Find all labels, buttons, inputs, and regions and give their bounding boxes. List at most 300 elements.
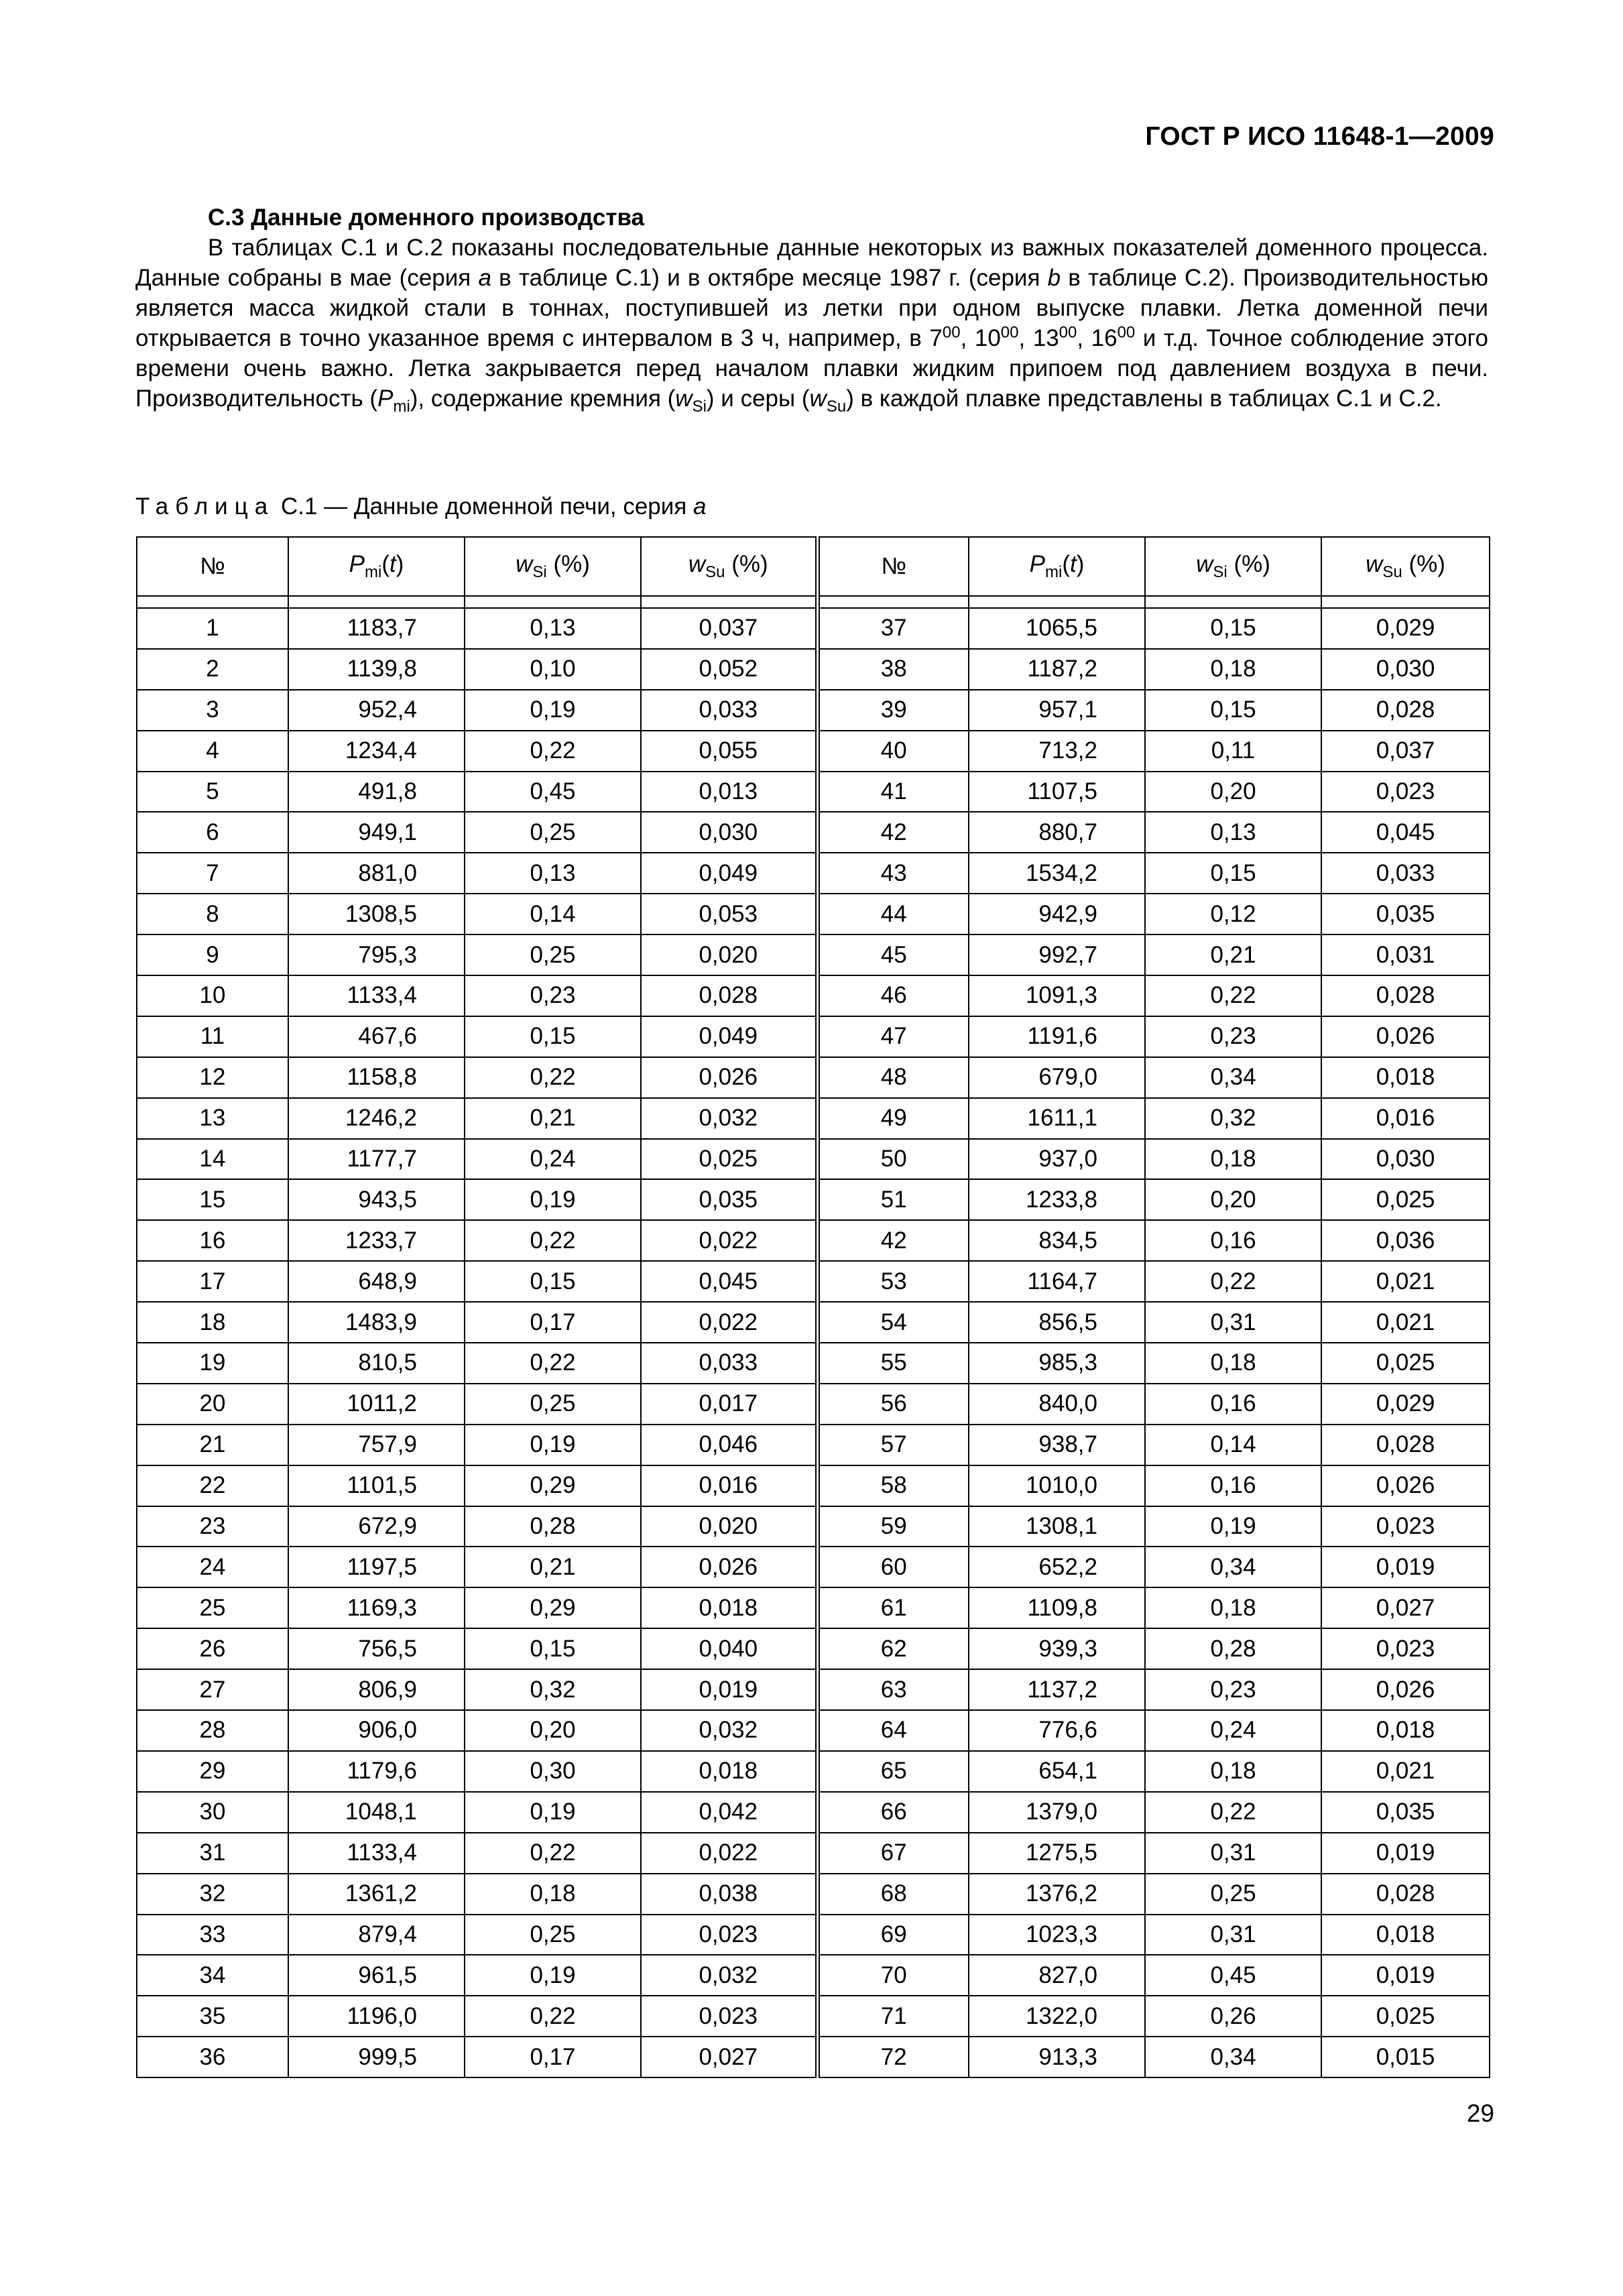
cell-sulfur: 0,042 [641,1792,817,1833]
header-symbol: P [1029,551,1045,577]
cell-sulfur: 0,030 [641,812,817,853]
cell-production: 1107,5 [969,772,1145,812]
header-symbol: P [349,551,365,577]
cell-sulfur: 0,021 [1321,1261,1490,1302]
cell-sulfur: 0,026 [1321,1669,1490,1710]
cell-production: 1010,0 [969,1465,1145,1506]
cell-num: 72 [817,2037,969,2077]
cell-production: 810,5 [288,1343,465,1384]
cell-production: 1534,2 [969,853,1145,894]
cell-production: 679,0 [969,1057,1145,1098]
table-row [137,1628,1490,1669]
cell-num: 71 [817,1996,969,2037]
cell-num: 70 [817,1955,969,1996]
cell-silicon: 0,19 [465,1792,641,1833]
cell-silicon: 0,34 [1145,1057,1321,1098]
cell-sulfur: 0,033 [641,1343,817,1384]
cell-production: 1233,7 [288,1220,465,1261]
cell-silicon: 0,13 [465,853,641,894]
cell-sulfur: 0,022 [641,1302,817,1343]
cell-silicon: 0,19 [465,690,641,731]
para-text: В таблицах С.1 и С.2 показаны последовательные данные некоторых из важных показателей доменного процесса. Данные собраны в мае (серия [135,235,1488,291]
blast-furnace-data-table [136,536,1490,2078]
cell-production: 1065,5 [969,608,1145,649]
cell-silicon: 0,23 [1145,1669,1321,1710]
cell-sulfur: 0,015 [1321,2037,1490,2077]
cell-silicon: 0,20 [1145,1179,1321,1220]
cell-production: 1376,2 [969,1874,1145,1915]
cell-production: 1091,3 [969,975,1145,1016]
cell-sulfur: 0,020 [641,1506,817,1547]
cell-production: 776,6 [969,1710,1145,1751]
header-symbol: w [516,551,533,577]
cell-sulfur: 0,023 [641,1915,817,1955]
cell-sulfur: 0,023 [1321,1506,1490,1547]
cell-sulfur: 0,045 [1321,812,1490,853]
header-symbol: w [688,551,706,577]
cell-production: 757,9 [288,1425,465,1465]
cell-production: 1191,6 [969,1016,1145,1057]
cell-num: 62 [817,1628,969,1669]
cell-sulfur: 0,025 [1321,1996,1490,2037]
cell-silicon: 0,16 [1145,1220,1321,1261]
spacer-cell [969,596,1145,608]
cell-sulfur: 0,016 [641,1465,817,1506]
cell-production: 1361,2 [288,1874,465,1915]
table-row [137,1139,1490,1180]
cell-silicon: 0,31 [1145,1302,1321,1343]
cell-silicon: 0,22 [465,1220,641,1261]
cell-num: 22 [137,1465,288,1506]
cell-silicon: 0,29 [465,1465,641,1506]
cell-production: 881,0 [288,853,465,894]
cell-sulfur: 0,029 [1321,608,1490,649]
cell-production: 1183,7 [288,608,465,649]
cell-silicon: 0,20 [465,1710,641,1751]
cell-silicon: 0,11 [1145,731,1321,772]
cell-sulfur: 0,025 [1321,1179,1490,1220]
cell-sulfur: 0,036 [1321,1220,1490,1261]
cell-sulfur: 0,019 [1321,1955,1490,1996]
cell-production: 1133,4 [288,975,465,1016]
table-row [137,1751,1490,1792]
header-symbol: w [1366,551,1383,577]
cell-num: 53 [817,1261,969,1302]
cell-silicon: 0,15 [1145,690,1321,731]
cell-silicon: 0,19 [465,1179,641,1220]
cell-num: 44 [817,894,969,934]
superscript: 00 [942,323,961,342]
cell-silicon: 0,22 [465,1996,641,2037]
cell-production: 985,3 [969,1343,1145,1384]
cell-num: 7 [137,853,288,894]
cell-sulfur: 0,019 [641,1669,817,1710]
cell-num: 29 [137,1751,288,1792]
spacer-cell [465,596,641,608]
cell-sulfur: 0,046 [641,1425,817,1465]
cell-num: 4 [137,731,288,772]
caption-label: Таблица [135,493,275,520]
cell-production: 1197,5 [288,1547,465,1587]
cell-silicon: 0,12 [1145,894,1321,934]
cell-production: 1139,8 [288,649,465,690]
cell-num: 67 [817,1833,969,1874]
cell-num: 19 [137,1343,288,1384]
cell-sulfur: 0,017 [641,1384,817,1425]
table-row [137,608,1490,649]
cell-production: 1011,2 [288,1384,465,1425]
cell-sulfur: 0,022 [641,1833,817,1874]
cell-production: 992,7 [969,934,1145,975]
cell-silicon: 0,21 [1145,934,1321,975]
cell-production: 1169,3 [288,1587,465,1628]
header-silicon [465,537,641,596]
subscript: Si [692,398,707,416]
symbol-w: w [675,385,693,412]
series-b-symbol: b [1047,265,1061,291]
header-num: № [137,537,288,596]
cell-num: 45 [817,934,969,975]
cell-sulfur: 0,028 [641,975,817,1016]
cell-num: 33 [137,1915,288,1955]
cell-num: 56 [817,1384,969,1425]
header-paren: ) [396,551,404,577]
cell-silicon: 0,25 [465,812,641,853]
cell-sulfur: 0,035 [1321,894,1490,934]
cell-sulfur: 0,023 [1321,772,1490,812]
cell-sulfur: 0,018 [1321,1057,1490,1098]
cell-silicon: 0,22 [465,731,641,772]
cell-sulfur: 0,027 [641,2037,817,2077]
table-row [137,772,1490,812]
cell-production: 879,4 [288,1915,465,1955]
table-body [137,608,1490,2077]
cell-num: 51 [817,1179,969,1220]
cell-silicon: 0,45 [465,772,641,812]
section-paragraph [135,233,1488,414]
cell-num: 50 [817,1139,969,1180]
table-row [137,1547,1490,1587]
header-unit: t [389,551,396,577]
cell-num: 13 [137,1098,288,1139]
cell-silicon: 0,17 [465,1302,641,1343]
table-row [137,894,1490,934]
cell-production: 840,0 [969,1384,1145,1425]
cell-production: 1322,0 [969,1996,1145,2037]
subscript: mi [393,398,410,416]
cell-num: 9 [137,934,288,975]
cell-sulfur: 0,023 [641,1996,817,2037]
cell-production: 1308,5 [288,894,465,934]
cell-production: 1187,2 [969,649,1145,690]
cell-silicon: 0,24 [465,1139,641,1180]
cell-silicon: 0,31 [1145,1915,1321,1955]
cell-silicon: 0,34 [1145,1547,1321,1587]
cell-num: 10 [137,975,288,1016]
symbol-w: w [809,385,827,412]
cell-silicon: 0,24 [1145,1710,1321,1751]
table-row [137,1874,1490,1915]
header-paren: ) [1076,551,1085,577]
spacer-cell [1321,596,1490,608]
cell-sulfur: 0,029 [1321,1384,1490,1425]
cell-sulfur: 0,018 [641,1751,817,1792]
cell-num: 48 [817,1057,969,1098]
header-unit: (%) [725,551,768,577]
cell-sulfur: 0,032 [641,1098,817,1139]
table-row [137,1710,1490,1751]
cell-num: 30 [137,1792,288,1833]
cell-num: 24 [137,1547,288,1587]
cell-num: 42 [817,812,969,853]
cell-sulfur: 0,045 [641,1261,817,1302]
cell-production: 1196,0 [288,1996,465,2037]
table-row [137,1425,1490,1465]
header-production [969,537,1145,596]
cell-sulfur: 0,025 [641,1139,817,1180]
cell-num: 43 [817,853,969,894]
table-row [137,1302,1490,1343]
cell-silicon: 0,13 [1145,812,1321,853]
cell-silicon: 0,22 [1145,975,1321,1016]
cell-silicon: 0,23 [1145,1016,1321,1057]
cell-production: 943,5 [288,1179,465,1220]
cell-production: 491,8 [288,772,465,812]
cell-sulfur: 0,026 [1321,1016,1490,1057]
cell-silicon: 0,15 [465,1016,641,1057]
cell-sulfur: 0,038 [641,1874,817,1915]
table-caption [135,491,706,522]
table-row [137,1343,1490,1384]
superscript: 00 [1059,323,1077,342]
cell-silicon: 0,16 [1145,1384,1321,1425]
cell-num: 54 [817,1302,969,1343]
cell-sulfur: 0,027 [1321,1587,1490,1628]
cell-silicon: 0,21 [465,1547,641,1587]
cell-num: 6 [137,812,288,853]
section-c3 [135,202,1488,414]
cell-production: 1048,1 [288,1792,465,1833]
table-row [137,2037,1490,2077]
cell-silicon: 0,15 [1145,853,1321,894]
cell-num: 31 [137,1833,288,1874]
cell-silicon: 0,15 [465,1628,641,1669]
cell-sulfur: 0,020 [641,934,817,975]
cell-sulfur: 0,026 [1321,1465,1490,1506]
cell-num: 28 [137,1710,288,1751]
cell-silicon: 0,31 [1145,1833,1321,1874]
cell-silicon: 0,15 [465,1261,641,1302]
document-id-header: ГОСТ Р ИСО 11648-1—2009 [1145,122,1494,151]
cell-production: 1233,8 [969,1179,1145,1220]
cell-silicon: 0,18 [1145,1343,1321,1384]
superscript: 00 [1117,323,1136,342]
cell-silicon: 0,29 [465,1587,641,1628]
cell-num: 5 [137,772,288,812]
cell-num: 39 [817,690,969,731]
cell-num: 12 [137,1057,288,1098]
cell-sulfur: 0,040 [641,1628,817,1669]
cell-sulfur: 0,021 [1321,1751,1490,1792]
cell-num: 58 [817,1465,969,1506]
table-row [137,1915,1490,1955]
cell-num: 18 [137,1302,288,1343]
cell-num: 49 [817,1098,969,1139]
cell-num: 69 [817,1915,969,1955]
cell-sulfur: 0,032 [641,1710,817,1751]
cell-silicon: 0,18 [1145,649,1321,690]
table-row [137,934,1490,975]
cell-sulfur: 0,052 [641,649,817,690]
table-row [137,1384,1490,1425]
cell-sulfur: 0,028 [1321,690,1490,731]
cell-silicon: 0,28 [465,1506,641,1547]
table-row [137,1996,1490,2037]
cell-sulfur: 0,028 [1321,1425,1490,1465]
cell-sulfur: 0,023 [1321,1628,1490,1669]
section-title: C.3 Данные доменного производства [208,204,644,231]
spacer-cell [137,596,288,608]
cell-num: 20 [137,1384,288,1425]
para-text: в таблице С.2). Производительностью является масса жидкой стали в тоннах, поступившей из летки при одном выпуске плавки. Летка доменной печи открывается в точно указанное время с интервалом в 3 ч, например, в 7 [135,265,1488,351]
cell-sulfur: 0,049 [641,853,817,894]
cell-production: 942,9 [969,894,1145,934]
cell-production: 672,9 [288,1506,465,1547]
header-subscript: Si [532,563,547,581]
table-header-row [137,537,1490,596]
cell-sulfur: 0,037 [641,608,817,649]
cell-num: 68 [817,1874,969,1915]
cell-num: 47 [817,1016,969,1057]
header-production [288,537,465,596]
cell-silicon: 0,26 [1145,1996,1321,2037]
cell-num: 1 [137,608,288,649]
cell-num: 64 [817,1710,969,1751]
table-row [137,812,1490,853]
cell-production: 648,9 [288,1261,465,1302]
cell-production: 939,3 [969,1628,1145,1669]
cell-silicon: 0,20 [1145,772,1321,812]
cell-silicon: 0,14 [465,894,641,934]
cell-num: 65 [817,1751,969,1792]
cell-production: 1483,9 [288,1302,465,1343]
table-row [137,1098,1490,1139]
cell-num: 37 [817,608,969,649]
cell-sulfur: 0,021 [1321,1302,1490,1343]
page-number: 29 [1466,2100,1494,2127]
cell-production: 652,2 [969,1547,1145,1587]
header-subscript: Si [1213,563,1227,581]
spacer-cell [641,596,817,608]
cell-production: 906,0 [288,1710,465,1751]
cell-num: 32 [137,1874,288,1915]
cell-silicon: 0,25 [465,1384,641,1425]
cell-num: 21 [137,1425,288,1465]
cell-production: 827,0 [969,1955,1145,1996]
table-row [137,690,1490,731]
cell-num: 25 [137,1587,288,1628]
cell-silicon: 0,17 [465,2037,641,2077]
table-row [137,975,1490,1016]
cell-sulfur: 0,049 [641,1016,817,1057]
header-unit: (%) [1227,551,1270,577]
cell-num: 11 [137,1016,288,1057]
cell-num: 41 [817,772,969,812]
cell-production: 913,3 [969,2037,1145,2077]
cell-silicon: 0,15 [1145,608,1321,649]
table-row [137,1506,1490,1547]
cell-production: 1177,7 [288,1139,465,1180]
cell-silicon: 0,45 [1145,1955,1321,1996]
cell-silicon: 0,18 [1145,1139,1321,1180]
cell-production: 1275,5 [969,1833,1145,1874]
cell-sulfur: 0,018 [641,1587,817,1628]
table-row [137,853,1490,894]
cell-silicon: 0,18 [1145,1587,1321,1628]
table-row [137,1261,1490,1302]
header-sulfur [641,537,817,596]
cell-silicon: 0,28 [1145,1628,1321,1669]
cell-num: 36 [137,2037,288,2077]
cell-sulfur: 0,019 [1321,1833,1490,1874]
cell-num: 63 [817,1669,969,1710]
cell-sulfur: 0,026 [641,1547,817,1587]
header-subscript: Su [705,563,725,581]
header-symbol: w [1196,551,1213,577]
cell-production: 756,5 [288,1628,465,1669]
para-text: ) в каждой плавке представлены в таблицах С.1 и С.2. [846,385,1442,412]
cell-num: 2 [137,649,288,690]
cell-sulfur: 0,053 [641,894,817,934]
para-text: ), содержание кремния ( [410,385,676,412]
series-a-symbol: a [478,265,491,291]
cell-sulfur: 0,018 [1321,1915,1490,1955]
cell-silicon: 0,19 [1145,1506,1321,1547]
cell-sulfur: 0,035 [1321,1792,1490,1833]
cell-silicon: 0,22 [465,1343,641,1384]
cell-sulfur: 0,033 [1321,853,1490,894]
cell-sulfur: 0,030 [1321,1139,1490,1180]
cell-num: 3 [137,690,288,731]
spacer-cell [1145,596,1321,608]
cell-num: 40 [817,731,969,772]
cell-production: 961,5 [288,1955,465,1996]
table-row [137,1792,1490,1833]
cell-num: 15 [137,1179,288,1220]
cell-silicon: 0,25 [465,934,641,975]
cell-num: 16 [137,1220,288,1261]
header-unit: (%) [1402,551,1445,577]
cell-silicon: 0,34 [1145,2037,1321,2077]
para-text: , 16 [1077,325,1118,351]
cell-silicon: 0,22 [1145,1261,1321,1302]
para-text: ) и серы ( [706,385,810,412]
cell-sulfur: 0,025 [1321,1343,1490,1384]
cell-production: 938,7 [969,1425,1145,1465]
cell-num: 23 [137,1506,288,1547]
header-subscript: Su [1382,563,1402,581]
cell-silicon: 0,32 [1145,1098,1321,1139]
spacer-cell [817,596,969,608]
cell-production: 1179,6 [288,1751,465,1792]
table-row [137,1179,1490,1220]
table-row [137,1016,1490,1057]
cell-silicon: 0,14 [1145,1425,1321,1465]
cell-sulfur: 0,031 [1321,934,1490,975]
cell-production: 949,1 [288,812,465,853]
cell-num: 59 [817,1506,969,1547]
cell-production: 1308,1 [969,1506,1145,1547]
